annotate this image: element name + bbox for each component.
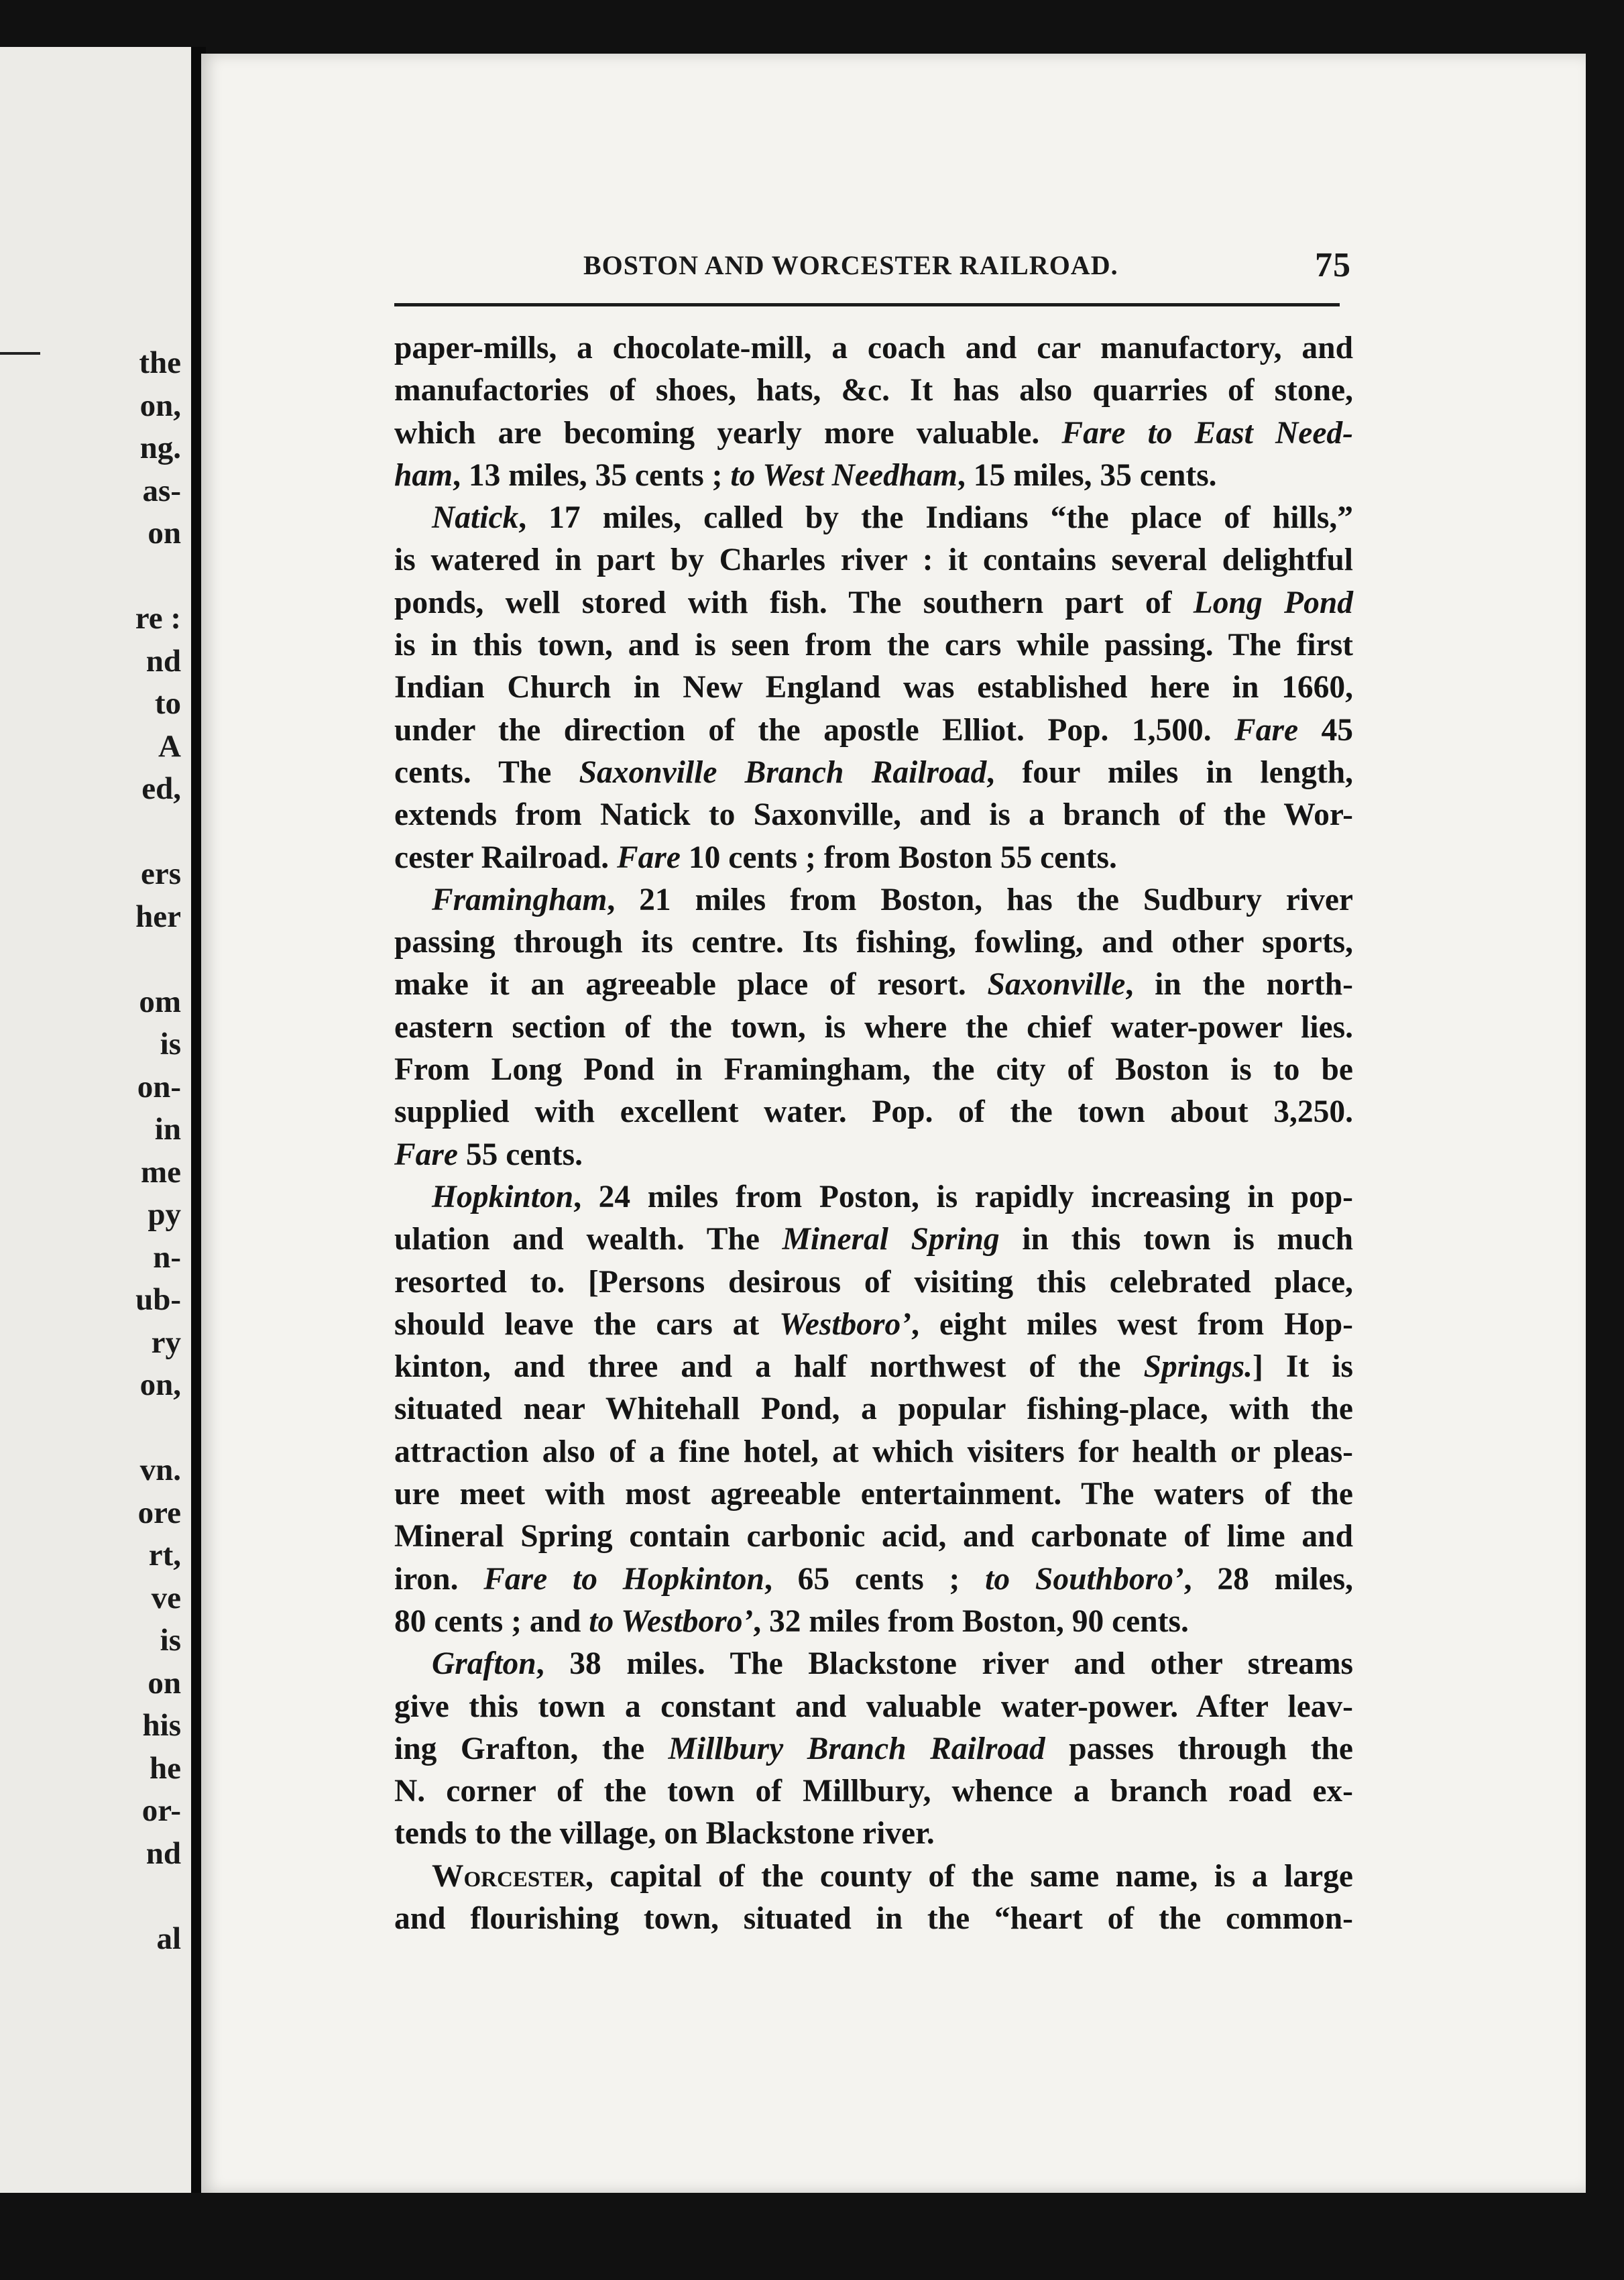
left-page-text-fragments bbox=[0, 342, 181, 1960]
left-fragment: al bbox=[156, 1921, 181, 1956]
left-fragment: ers bbox=[140, 856, 181, 891]
text-line: is in this town, and is seen from the cars while passing. The first bbox=[394, 628, 1353, 663]
text-line: Mineral Spring contain carbonic acid, and carbonate of lime and bbox=[394, 1519, 1353, 1554]
text-line: 80 cents ; and to Westboro’, 32 miles from Boston, 90 cents. bbox=[394, 1603, 1189, 1639]
left-fragment: vn. bbox=[139, 1452, 181, 1487]
header-rule bbox=[394, 303, 1340, 306]
text-line: Natick, 17 miles, called by the Indians “the place of hills,” bbox=[432, 500, 1353, 536]
text-line: attraction also of a fine hotel, at which visiters for health or pleas- bbox=[394, 1434, 1353, 1469]
page-number: 75 bbox=[1315, 246, 1351, 284]
text-line: Worcester, capital of the county of the same name, is a large bbox=[432, 1858, 1353, 1894]
left-fragment: re : bbox=[135, 601, 181, 636]
text-line: ure meet with most agreeable entertainment. The waters of the bbox=[394, 1477, 1353, 1512]
left-fragment: on, bbox=[139, 388, 181, 423]
text-line: supplied with excellent water. Pop. of the town about 3,250. bbox=[394, 1094, 1353, 1130]
text-line: Framingham, 21 miles from Boston, has the Sudbury river bbox=[432, 882, 1353, 917]
text-line: ponds, well stored with fish. The southern part of Long Pond bbox=[394, 585, 1353, 620]
text-line: passing through its centre. Its fishing, fowling, and other sports, bbox=[394, 925, 1353, 960]
text-line: cester Railroad. Fare 10 cents ; from Boston 55 cents. bbox=[394, 840, 1117, 875]
text-line: iron. Fare to Hopkinton, 65 cents ; to Southboro’, 28 miles, bbox=[394, 1561, 1354, 1597]
running-title: BOSTON AND WORCESTER RAILROAD. bbox=[583, 250, 1118, 280]
text-line: make it an agreeable place of resort. Saxonville, in the north- bbox=[394, 967, 1353, 1003]
left-fragment: to bbox=[154, 686, 181, 721]
text-line: ulation and wealth. The Mineral Spring in this town is much bbox=[394, 1222, 1353, 1257]
left-fragment: is bbox=[160, 1623, 181, 1658]
left-fragment: his bbox=[142, 1708, 181, 1743]
left-fragment: in bbox=[154, 1112, 181, 1147]
text-line: extends from Natick to Saxonville, and is a branch of the Wor- bbox=[394, 797, 1353, 833]
running-head bbox=[382, 246, 1358, 290]
text-line: paper-mills, a chocolate-mill, a coach and car manufactory, and bbox=[394, 331, 1353, 365]
left-fragment: ve bbox=[151, 1580, 181, 1615]
text-line: ham, 13 miles, 35 cents ; to West Needham, 15 miles, 35 cents. bbox=[394, 457, 1217, 493]
left-fragment: on bbox=[148, 516, 181, 551]
text-line: give this town a constant and valuable water-power. After leav- bbox=[394, 1689, 1353, 1724]
body-text bbox=[394, 327, 1353, 1940]
left-fragment bbox=[0, 1407, 181, 1450]
text-line: should leave the cars at Westboro’, eight miles west from Hop- bbox=[394, 1306, 1353, 1342]
left-fragment: her bbox=[135, 899, 181, 934]
text-line: ing Grafton, the Millbury Branch Railroad passes through the bbox=[394, 1731, 1353, 1766]
left-fragment: the bbox=[139, 345, 181, 380]
left-fragment: rt, bbox=[148, 1538, 181, 1573]
left-fragment: ry bbox=[151, 1324, 181, 1360]
text-line: Fare 55 cents. bbox=[394, 1137, 583, 1172]
left-fragment bbox=[0, 811, 181, 854]
left-fragment: on, bbox=[139, 1367, 181, 1402]
text-line: and flourishing town, situated in the “heart of the common- bbox=[394, 1900, 1353, 1936]
left-fragment: ng. bbox=[139, 431, 181, 465]
left-fragment: py bbox=[148, 1197, 181, 1232]
text-line: under the direction of the apostle Elliot. Pop. 1,500. Fare 45 bbox=[394, 712, 1353, 748]
left-page-edge bbox=[0, 47, 191, 2193]
left-fragment: om bbox=[139, 984, 181, 1019]
text-line: which are becoming yearly more valuable. Fare to East Need- bbox=[394, 415, 1353, 451]
text-line: manufactories of shoes, hats, &c. It has also quarries of stone, bbox=[394, 373, 1353, 408]
text-line: N. corner of the town of Millbury, whence a branch road ex- bbox=[394, 1774, 1353, 1809]
text-line: tends to the village, on Blackstone river. bbox=[394, 1816, 935, 1851]
left-fragment bbox=[0, 938, 181, 981]
left-fragment: A bbox=[158, 728, 181, 764]
left-fragment: ed, bbox=[141, 771, 181, 806]
text-line: Indian Church in New England was established here in 1660, bbox=[394, 670, 1353, 705]
text-line: Hopkinton, 24 miles from Poston, is rapidly increasing in pop- bbox=[432, 1179, 1353, 1214]
left-fragment: on bbox=[148, 1665, 181, 1701]
left-fragment: nd bbox=[146, 1835, 181, 1871]
text-line: situated near Whitehall Pond, a popular fishing-place, with the bbox=[394, 1391, 1353, 1427]
left-fragment: or- bbox=[141, 1793, 181, 1828]
left-fragment: nd bbox=[146, 643, 181, 679]
text-line: kinton, and three and a half northwest of the Springs.] It is bbox=[394, 1349, 1353, 1385]
text-line: resorted to. [Persons desirous of visiting this celebrated place, bbox=[394, 1264, 1353, 1300]
left-fragment: ore bbox=[137, 1495, 181, 1530]
left-fragment bbox=[0, 1875, 181, 1918]
left-fragment bbox=[0, 555, 181, 598]
text-line: eastern section of the town, is where the chief water-power lies. bbox=[394, 1009, 1353, 1045]
left-fragment: me bbox=[140, 1154, 181, 1190]
left-fragment: ub- bbox=[135, 1282, 181, 1317]
left-fragment: is bbox=[160, 1027, 181, 1062]
text-line: cents. The Saxonville Branch Railroad, four miles in length, bbox=[394, 754, 1353, 790]
left-fragment: n- bbox=[153, 1239, 181, 1275]
text-line: From Long Pond in Framingham, the city of Boston is to be bbox=[394, 1052, 1353, 1088]
text-line: is watered in part by Charles river : it contains several delightful bbox=[394, 543, 1353, 578]
left-fragment: on- bbox=[137, 1069, 181, 1104]
left-fragment: he bbox=[150, 1750, 181, 1786]
left-fragment: as- bbox=[142, 473, 181, 508]
text-line: Grafton, 38 miles. The Blackstone river and other streams bbox=[432, 1646, 1353, 1682]
